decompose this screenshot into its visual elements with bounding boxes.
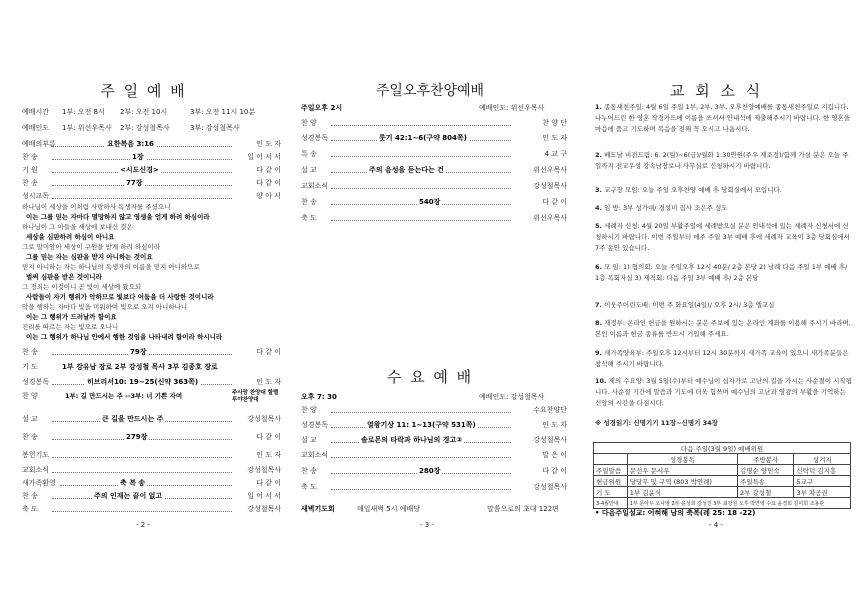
time-2: 2부: 오전 10시 (120, 108, 168, 116)
time-1: 1부: 오전 8시 (62, 108, 105, 116)
page-3-afternoon-service: 주일오후찬양예배 주일오후 2시 예배인도: 위선우목사 찬 양 찬 양 단 성경봉독 룻기 42:1~6(구약 804쪽) 인 도 자 특 송 4 교 구 설 교 주의 음성을 듣는다는 건 위선우목사 교회소식 강성철목사 찬 송 540장 다 같 이 축 도 위선우목사 수 요 예 배 오후 7: 30 예배인도: 강성철목사 찬 양 수요찬양단 성경봉독 열왕기상 11: 1~13(구약 531쪽) 인 도 자 설 교 솔로몬의 타락과 하나님의 경고② 강성철목사 교회소식 말 은 이 찬 송 280장 다 같 이 축 도 강성철목사 새벽기도회 매일새벽 5시 예배당 말씀으로의 초대 122편 - 3 - (287, 0, 573, 608)
wednesday-leader: 예배인도: 강성철목사 (479, 393, 545, 401)
reading-line: 벌써 심판을 받은 것이니라 (26, 273, 102, 281)
news-item: 9. 새가족양육부: 주일오후 12시부터 12시 30분까지 새가족 교육이 있으니 새가족분들은 참석해 주시기 바랍니다. (595, 349, 849, 368)
reading-line: 그 정죄는 이것이니 곧 빛이 세상에 왔으되 (22, 283, 142, 291)
page-4-church-news (573, 0, 860, 608)
next-sermon: • 다음주일설교: 어혀해 남의 축복(레 25: 18 -22) (595, 509, 756, 517)
news-title: 교 회 소 식 (669, 82, 764, 100)
reading-line: 그를 믿는 자는 심판을 받지 아니하는 것이요 (26, 253, 153, 261)
reading-line: 하나님이 세상을 이처럼 사랑하사 독생자를 주셨으니 (22, 203, 171, 211)
leaders-label: 예배인도 (22, 124, 50, 132)
reading-line: 세상을 심판하려 하심이 아니요 (26, 233, 115, 241)
news-item: 10. 제의 수요양: 3월 5일(수)부터 예수님이 십자가로 고난의 길을 가시는 사순절이 시작됩니다. 사순절 기간에 말씀과 기도에 더욱 힘쓰며 예수님의 고난과 영광의 부활을 기억하는 신앙의 시간을 다짐시다. (595, 377, 852, 407)
reading-line: 이는 그 행위가 드러날까 함이요 (26, 313, 117, 321)
page-number: - 4 - (709, 521, 723, 529)
leader-3: 3부: 강성철목사 (190, 124, 240, 132)
reading-line: 이는 그를 믿는 자마다 멸망하지 않고 영생을 얻게 하려 하심이라 (26, 213, 210, 221)
page-number: - 2 - (136, 521, 150, 529)
reading-line: 사람들이 자기 행위가 악하므로 빛보다 어둠을 더 사랑한 것이니라 (26, 293, 214, 301)
reading-line: 그로 말미암아 세상이 구원을 받게 하려 하심이라 (22, 243, 160, 251)
wednesday-time: 오후 7: 30 (301, 393, 337, 401)
service-roster-table: 다음 주일(3월 9일) 예배위원 성경봉독 주방봉사 성겨지 주일말씀 문선우 문서우 김명순 양민숙 신탁덕 김지흥 헌금위원 당당무 및 구역 (803 박연례) 주일특송 5교구 기 도 1부 김윤식 2부 강성철 3부 차공권 3-4월안내 1부 문아우 오나영 2부 윤성희 강성진 3부 최강원 오후 박연영 수요 윤경희 김미희 조용관 (593, 442, 851, 509)
reading-line: 진리를 따르는 자는 빛으로 오나니 (22, 323, 119, 331)
dawn-note: 말씀으로의 초대 122편 (487, 505, 559, 513)
afternoon-title: 주일오후찬양예배 (375, 83, 485, 99)
afternoon-time: 주일오후 2시 (301, 104, 343, 112)
reading-line: 이는 그 행위가 하나님 안에서 행한 것임을 나타내려 함이라 하시니라 (26, 333, 223, 341)
news-item: ※ 성경읽기: 신명기기 11장~신명기 34장 (595, 419, 718, 427)
reading-line: 하나님이 그 아들을 세상에 보내신 것은 (22, 223, 133, 231)
news-item: 1. 종통새친주일: 4월 6일 주일 1부, 2부, 3부, 오후찬양예배를 종통새친주일로 지킵니다. 나누어드린 한 영혼 작정카드에 이름을 쓰셔서 안내석에 제출해주시기 바랍니다. 한 영혼을 마음에 품고 기도하며 복음을 전해 꼭 오시고 나옵시다. (595, 103, 851, 133)
leader-2: 2부: 강성철목사 (120, 124, 170, 132)
dawn-time: 매일새벽 5시 예배당 (357, 505, 420, 513)
news-item: 6. 모 임: 1) 협의회: 오늘 주일오후 12시 40분/ 2층 본당 2) 남례 다음 주일 1부 예배 후/ 1층 목회자실 3) 제직회: 다음 주일 3부 예배 후/ 2층 본당 (595, 263, 848, 282)
reading-line: 악을 행하는 자마다 빛을 미워하여 빛으로 오지 아니하나니 (22, 303, 188, 311)
leader-1: 1부: 위선우목사 (62, 124, 112, 132)
service-title: 주 일 예 배 (100, 82, 187, 100)
news-item: 5. 세례자 신청: 4월 20일 부활주일에 세례받으실 분은 안내석에 있는 세례자 신청서에 신청하시기 바랍니다. 이번 주일부터 매주 주일 3부 예배 후에 세례자 교육이 3층 당회실에서 7주 동안 있습니다. (595, 222, 850, 252)
news-item: 7. 이웃주어린도배: 이번 주 화요일(4일)/ 오후 2시/ 3층 엘교실 (595, 301, 775, 309)
reading-line: 믿지 아니하는 자는 하나님의 독생자의 이름을 믿지 아니하므로 (22, 263, 200, 271)
times-label: 예배시간 (22, 108, 50, 116)
dawn-label: 새벽기도회 (301, 505, 335, 513)
wednesday-title: 수 요 예 배 (386, 368, 474, 386)
news-item: 2. 배드날 비전드림: 6. 2(월)~6(금)/월화 1:30만원(주우 제조정)/함께 가실 분은 오늘 주일까지 전교우성 강속남장로나 사무실로 신청하시기 바랍니다. (595, 151, 849, 170)
news-item: 8. 재정부: 온라인 헌금을 원하시는 분은 주보에 있는 온라인 계좌를 이용해 주시기 바라며, 본인 이름과 헌금 종류를 반드시 기입해 주세요. (595, 319, 851, 338)
news-item: 3. 교구장 모임: 오늘 주일 오후찬양 예배 후 당회실에서 모입니다. (595, 186, 782, 194)
page-2-main-service: 주 일 예 배 예배시간 1부: 오전 8시 2부: 오전 10시 3부: 오전 11시 10분 예배인도 1부: 위선우목사 2부: 강성철목사 3부: 강성철목사 예배의부름 요한복음 3:16 인 도 자 찬 송 1장 일 어 서 서 기 원 <시도신경> 다 같 이 찬 송 77장 다 같 이 성시교독 양 아 서 하나님이 세상을 이처럼 사랑하사 독생자를 주셨으니 이는 그를 믿는 자마다 멸망하지 않고 영생을 얻게 하려 하심이라 하나님이 그 아들을 세상에 보내신 것은 세상을 심판하려 하심이 아니요 그로 말미암아 세상이 구원을 받게 하려 하심이라 그를 믿는 자는 심판을 받지 아니하는 것이요 믿지 아니하는 자는 하나님의 독생자의 이름을 믿지 아니하므로 벌써 심판을 받은 것이니라 그 정죄는 이것이니 곧 빛이 세상에 왔으되 사람들이 자기 행위가 악하므로 빛보다 어둠을 더 사랑한 것이니라 악을 행하는 자마다 빛을 미워하여 빛으로 오지 아니하나니 이는 그 행위가 드러날까 함이요 진리를 따르는 자는 빛으로 오나니 이는 그 행위가 하나님 안에서 행한 것임을 나타내려 함이라 하시니라 찬 송 79장 다 같 이 기 도 1부 강유남 장로 2부 강성철 목사 3부 김종호 장로 성경봉독 히브리서10: 19~25(신약 363쪽) 인 도 자 찬 양 1부: 길 만드시는 주 --3부: 너 기쁜 자여 주사랑 찬양대 할렐루야찬양대 설 교 큰 길을 만드시는 주 강성철목사 찬 송 279장 다 같 이 봉헌기도 인 도 자 교회소식 강성철목사 새가족환영 축 복 송 다 같 이 찬 송 주의 인재는 끝이 없고 일 어 서 서 축 도 강성철목사 - 2 - (0, 0, 287, 608)
page-number: - 3 - (420, 521, 434, 529)
afternoon-leader: 예배인도: 위선우목사 (479, 104, 545, 112)
news-item: 4. 임 방: 3부 성가대/ 경성미 집사 조은주 성도 (595, 204, 728, 212)
time-3: 3부: 오전 11시 10분 (190, 108, 256, 116)
